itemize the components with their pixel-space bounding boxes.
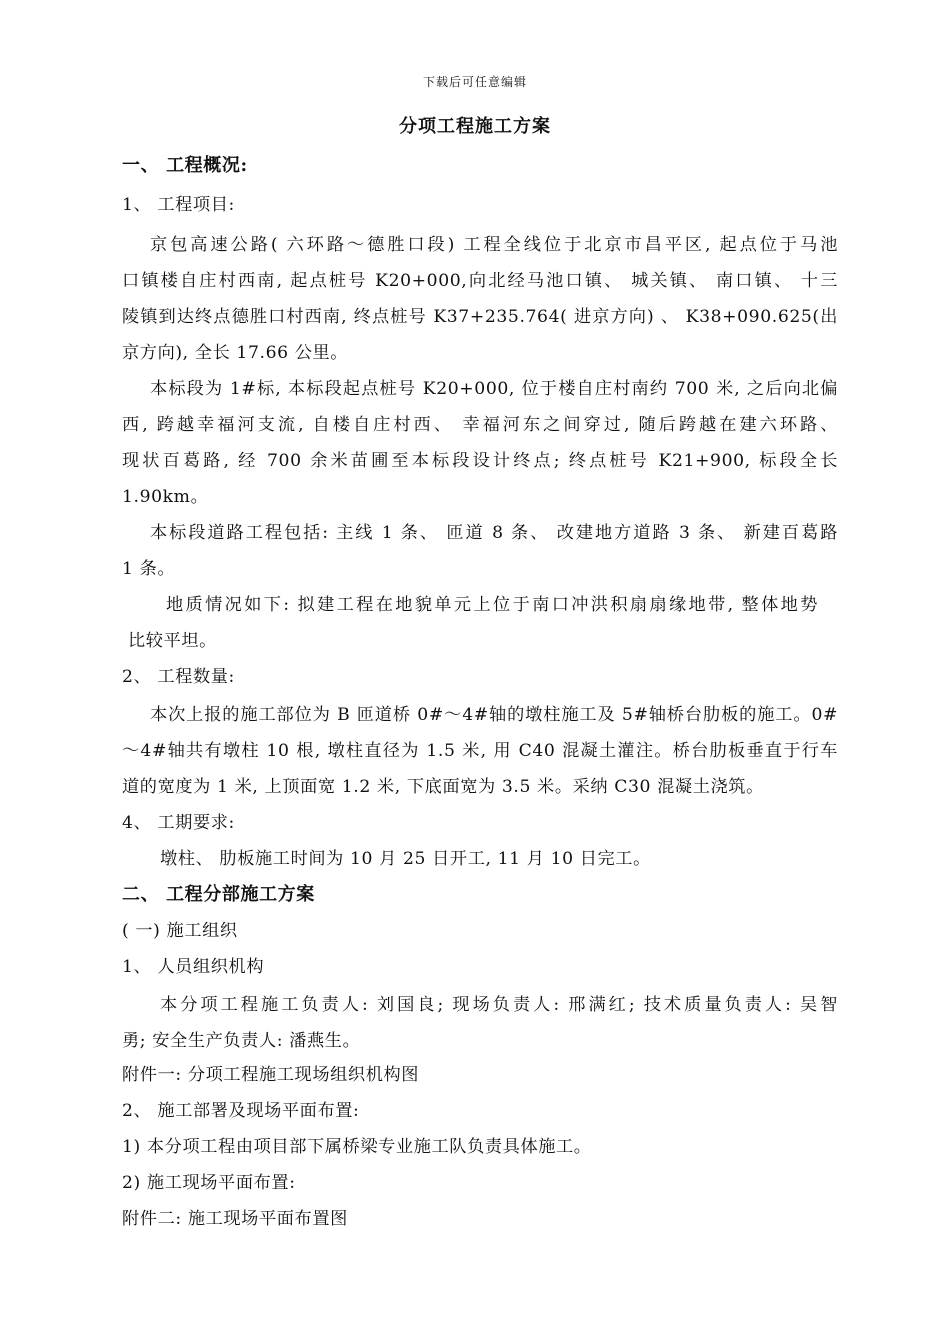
paragraph-line: 本标段为 1#标, 本标段起点桩号 K20+000, 位于楼自庄村南约 700 米, 之后向北偏 (150, 379, 838, 399)
paragraph-line: 陵镇到达终点德胜口村西南, 终点桩号 K37+235.764( 进京方向) 、 K38+090.625(出 (122, 307, 838, 327)
attachment-note-1: 附件一: 分项工程施工现场组织机构图 (122, 1065, 420, 1085)
paragraph-line: ～4#轴共有墩柱 10 根, 墩柱直径为 1.5 米, 用 C40 混凝土灌注。桥台肋板垂直于行车 (122, 741, 838, 761)
paragraph-line: 道的宽度为 1 米, 上顶面宽 1.2 米, 下底面宽为 3.5 米。采纳 C30 混凝土浇筑。 (122, 777, 764, 797)
paragraph-line: 勇; 安全生产负责人: 潘燕生。 (122, 1031, 361, 1051)
paragraph-line: 墩柱、 肋板施工时间为 10 月 25 日开工, 11 月 10 日完工。 (160, 849, 651, 869)
paragraph-line: 本分项工程施工负责人: 刘国良; 现场负责人: 邢满红; 技术质量负责人: 吴智 (160, 995, 838, 1015)
paragraph-line: 本标段道路工程包括: 主线 1 条、 匝道 8 条、 改建地方道路 3 条、 新建百葛路 (150, 523, 838, 543)
paragraph-line: 口镇楼自庄村西南, 起点桩号 K20+000,向北经马池口镇、 城关镇、 南口镇、 十三 (122, 271, 838, 291)
paragraph-line: 1.90km。 (122, 487, 209, 507)
paragraph-line: 比较平坦。 (128, 631, 217, 651)
section-heading-plan: 二、 工程分部施工方案 (122, 884, 315, 905)
subheading-organization: ( 一) 施工组织 (122, 921, 238, 941)
paragraph-line: 西, 跨越幸福河支流, 自楼自庄村西、 幸福河东之间穿过, 随后跨越在建六环路、 (122, 415, 838, 435)
subheading-schedule: 4、 工期要求: (122, 813, 235, 833)
subheading-personnel: 1、 人员组织机构 (122, 957, 265, 977)
paragraph-line: 1) 本分项工程由项目部下属桥梁专业施工队负责具体施工。 (122, 1137, 592, 1157)
subheading-quantity: 2、 工程数量: (122, 667, 235, 687)
header-note: 下载后可任意编辑 (422, 75, 527, 89)
section-heading-overview: 一、 工程概况: (122, 155, 248, 176)
paragraph-line: 现状百葛路, 经 700 余米苗圃至本标段设计终点; 终点桩号 K21+900, 标段全长 (122, 451, 838, 471)
subheading-project: 1、 工程项目: (122, 195, 235, 215)
paragraph-line: 本次上报的施工部位为 B 匝道桥 0#～4#轴的墩柱施工及 5#轴桥台肋板的施工。0# (150, 705, 838, 725)
attachment-note-2: 附件二: 施工现场平面布置图 (122, 1209, 348, 1229)
paragraph-line: 1 条。 (122, 559, 176, 579)
page-title: 分项工程施工方案 (399, 116, 551, 137)
paragraph-line: 京包高速公路( 六环路～德胜口段) 工程全线位于北京市昌平区, 起点位于马池 (150, 235, 838, 255)
paragraph-line: 京方向), 全长 17.66 公里。 (122, 343, 349, 363)
paragraph-line: 2) 施工现场平面布置: (122, 1173, 296, 1193)
paragraph-line: 地质情况如下: 拟建工程在地貌单元上位于南口冲洪积扇扇缘地带, 整体地势 (166, 595, 818, 615)
subheading-deployment: 2、 施工部署及现场平面布置: (122, 1101, 360, 1121)
